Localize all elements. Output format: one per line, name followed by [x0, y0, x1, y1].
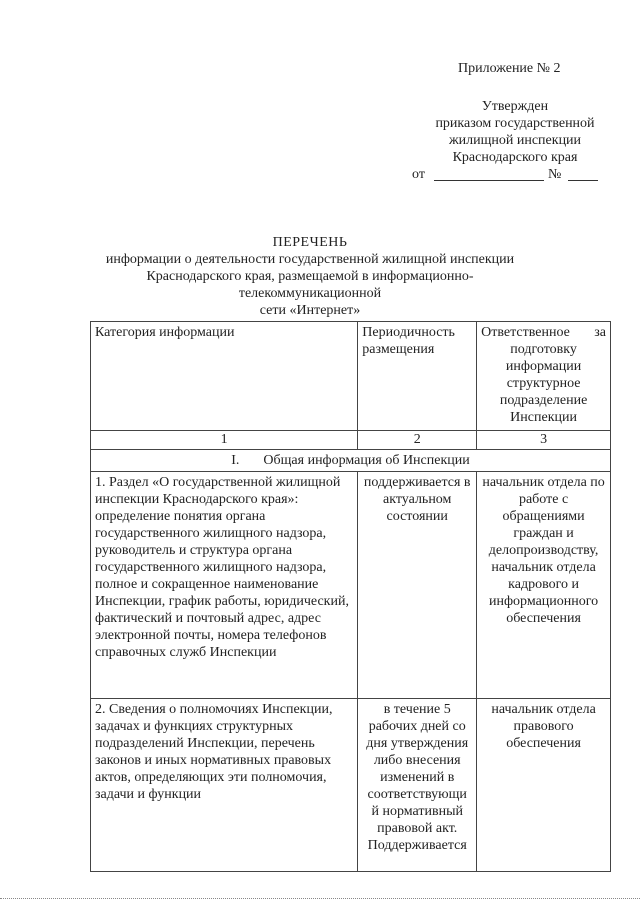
header-responsible-rest: подготовку информации структурное подразделение Инспекции [499, 342, 588, 425]
appendix-title: Приложение № 2 [458, 61, 561, 76]
row-2-category: 2. Сведения о полномочиях Инспекции, задачах и функциях структурных подразделений Инспекции, перечень законов и иных нормативных правовых актов, определяющих эти полномочия, задачи и функции [91, 699, 358, 872]
approval-block [412, 60, 610, 183]
row-1-periodicity: поддерживается в актуальном состоянии [358, 472, 477, 699]
header-category: Категория информации [91, 322, 358, 431]
header-responsible-za: за [594, 325, 606, 340]
heading-line-1: информации о деятельности государственной жилищной инспекции [105, 252, 515, 267]
header-responsible [477, 322, 611, 431]
heading-line-2: Краснодарского края, размещаемой в информационно-телекоммуникационной [146, 269, 474, 301]
row-2-responsible: начальник отдела правового обеспечения [477, 699, 611, 872]
row-1-responsible: начальник отдела по работе с обращениями граждан и делопроизводству, начальник отдела кадрового и информационного обеспечения [477, 472, 611, 699]
information-table [90, 321, 611, 872]
approval-line-2: жилищной инспекции [448, 133, 582, 148]
row-2-periodicity: в течение 5 рабочих дней со дня утверждения либо внесения изменений в соответствующи й нормативный правовой акт. Поддерживается [358, 699, 477, 872]
table-header-row [91, 322, 611, 431]
approved-label: Утвержден [481, 99, 549, 114]
page-bottom-edge [0, 898, 640, 899]
order-date-line [412, 166, 610, 183]
number-blank [568, 166, 598, 181]
column-number-1: 1 [91, 431, 358, 450]
section-title: Общая информация об Инспекции [263, 453, 470, 468]
approval-line-1: приказом государственной [435, 116, 595, 131]
section-row [91, 450, 611, 472]
document-heading [90, 234, 530, 319]
row-1-category: 1. Раздел «О государственной жилищной инспекции Краснодарского края»: определение понятия органа государственного жилищного надзора, руководитель и структура органа государственного жилищного надзора, полное и сокращенное наименование Инспекции, график работы, юридический, фактический и почтовый адрес, адрес электронной почты, номера телефонов справочных служб Инспекции [91, 472, 358, 699]
table-row [91, 472, 611, 699]
section-number: I. [231, 453, 240, 468]
date-blank [434, 166, 544, 181]
column-number-row [91, 431, 611, 450]
date-prefix: от [412, 167, 425, 182]
header-responsible-word: Ответственное [481, 325, 570, 340]
heading-title: ПЕРЕЧЕНЬ [272, 235, 348, 250]
number-prefix: № [548, 167, 562, 182]
approval-line-3: Краснодарского края [452, 150, 578, 165]
table-row [91, 699, 611, 872]
column-number-3: 3 [477, 431, 611, 450]
header-periodicity: Периодичность размещения [358, 322, 477, 431]
column-number-2: 2 [358, 431, 477, 450]
heading-line-3: сети «Интернет» [259, 303, 361, 318]
section-heading [91, 450, 611, 472]
